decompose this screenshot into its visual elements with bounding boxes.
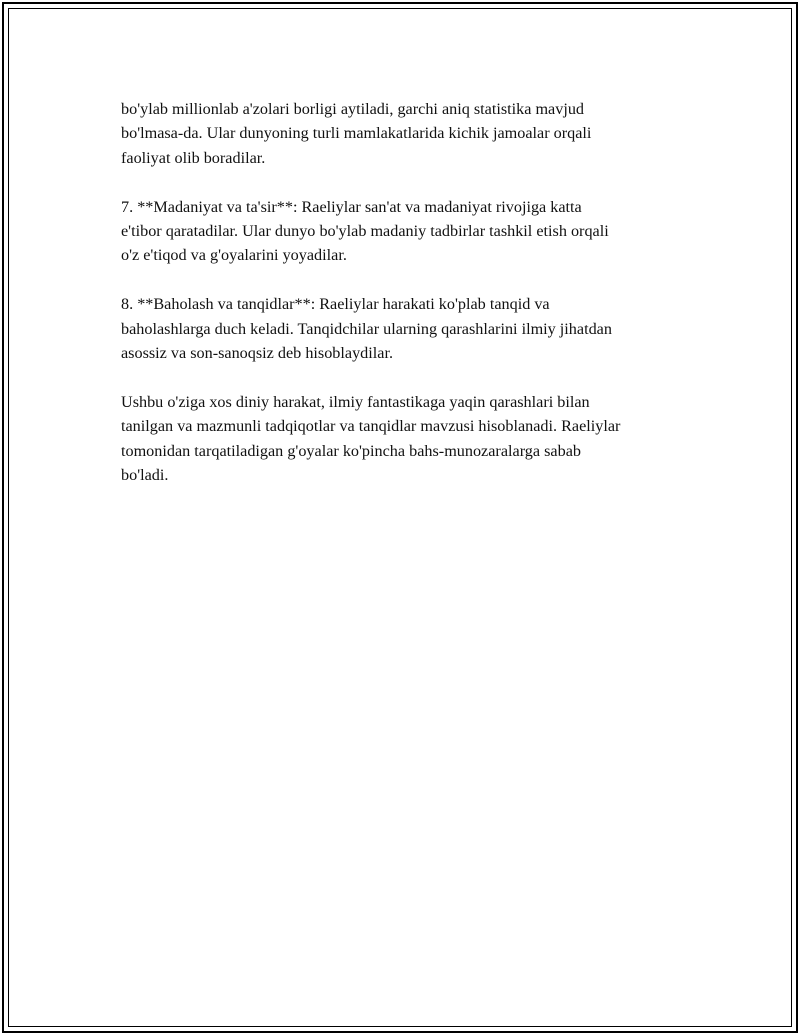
text-line: Ushbu o'ziga xos diniy harakat, ilmiy fantastikaga yaqin qarashlari bilan — [121, 392, 590, 411]
text-line: faoliyat olib boradilar. — [121, 148, 266, 167]
page-frame — [2, 2, 798, 1033]
text-line: asossiz va son-sanoqsiz deb hisoblaydilar. — [121, 344, 393, 363]
text-line: 7. **Madaniyat va ta'sir**: Raeliylar san'at va madaniyat rivojiga katta — [121, 197, 582, 216]
text-line: bo'ladi. — [121, 466, 169, 485]
paragraph-membership — [121, 97, 696, 170]
paragraph-conclusion — [121, 390, 696, 488]
text-line: o'z e'tiqod va g'oyalarini yoyadilar. — [121, 246, 347, 265]
text-line: bo'lmasa-da. Ular dunyoning turli mamlakatlarida kichik jamoalar orqali — [121, 124, 592, 143]
text-line: tomonidan tarqatiladigan g'oyalar ko'pincha bahs-munozaralarga sabab — [121, 441, 581, 460]
text-line: e'tibor qaratadilar. Ular dunyo bo'ylab madaniy tadbirlar tashkil etish orqali — [121, 222, 609, 241]
document-body — [121, 97, 696, 512]
paragraph-culture — [121, 195, 696, 268]
paragraph-criticism — [121, 292, 696, 365]
text-line: tanilgan va mazmunli tadqiqotlar va tanqidlar mavzusi hisoblanadi. Raeliylar — [121, 417, 621, 436]
text-line: bo'ylab millionlab a'zolari borligi aytiladi, garchi aniq statistika mavjud — [121, 100, 585, 118]
text-line: 8. **Baholash va tanqidlar**: Raeliylar harakati ko'plab tanqid va — [121, 295, 550, 314]
text-line: baholashlarga duch keladi. Tanqidchilar ularning qarashlarini ilmiy jihatdan — [121, 319, 612, 338]
